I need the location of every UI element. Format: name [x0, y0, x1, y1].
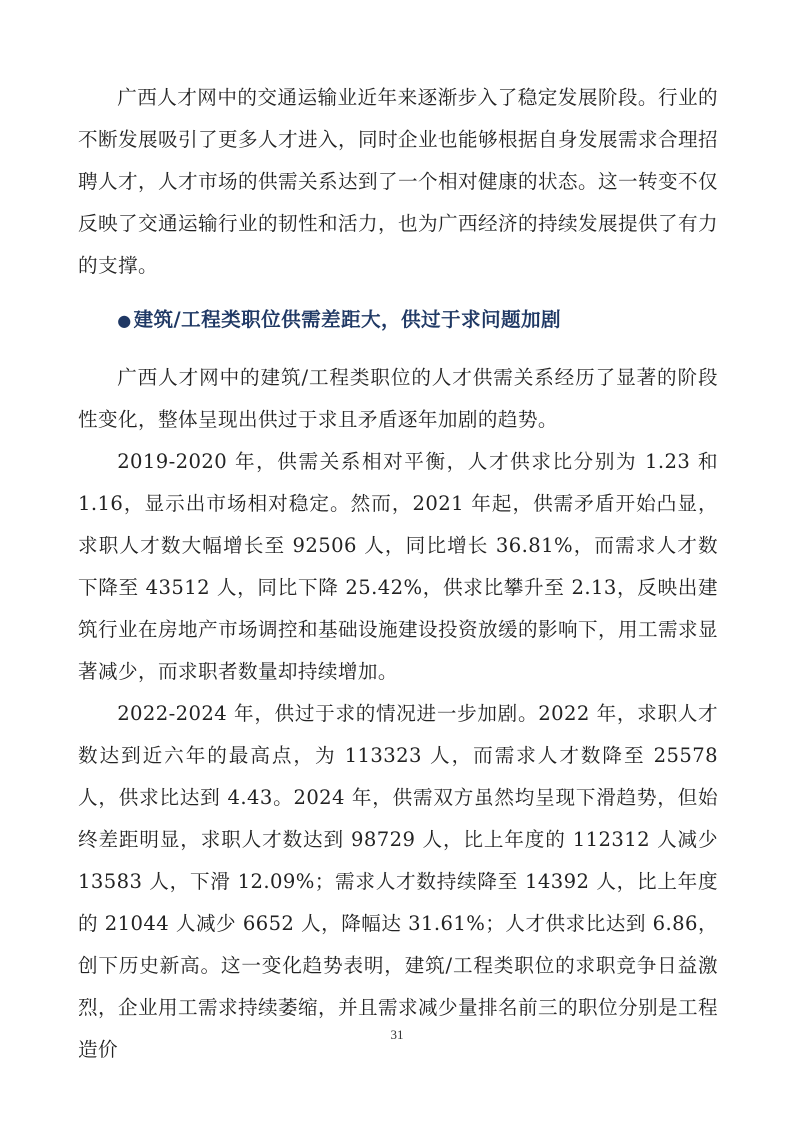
section-heading [78, 299, 718, 357]
paragraph-2019-2021: 2019-2020 年，供需关系相对平衡，人才供求比分别为 1.23 和 1.16，显示出市场相对稳定。然而，2021 年起，供需矛盾开始凸显，求职人才数大幅增长至 92506 人，同比增长 36.81%，而需求人才数下降至 43512 人，同比下降 25.42%，供求比攀升至 2.13，反映出建筑行业在房地产市场调控和基础设施建设投资放缓的影响下，用工需求显著减少，而求职者数量却持续增加。 [78, 450, 718, 683]
paragraph-transport-summary: 广西人才网中的交通运输业近年来逐渐步入了稳定发展阶段。行业的不断发展吸引了更多人才进入，同时企业也能够根据自身发展需求合理招聘人才，人才市场的供需关系达到了一个相对健康的状态。这一转变不仅反映了交通运输行业的韧性和活力，也为广西经济的持续发展提供了有力的支撑。 [78, 86, 718, 277]
page-number: 31 [390, 1027, 404, 1042]
page-body [78, 77, 718, 1071]
section-heading-text: 建筑/工程类职位供需差距大，供过于求问题加剧 [133, 308, 561, 331]
spacer [78, 287, 718, 299]
paragraph-2022-2024: 2022-2024 年，供过于求的情况进一步加剧。2022 年，求职人才数达到近六年的最高点，为 113323 人，而需求人才数降至 25578 人，供求比达到 4.43。2024 年，供需双方虽然均呈现下滑趋势，但始终差距明显，求职人才数达到 98729 人，比上年度的 112312 人减少 13583 人，下滑 12.09%；需求人才数持续降至 14392 人，比上年度的 21044 人减少 6652 人，降幅达 31.61%；人才供求比达到 6.86，创下历史新高。这一变化趋势表明，建筑/工程类职位的求职竞争日益激烈，企业用工需求持续萎缩，并且需求减少量排名前三的职位分别是工程造价 [78, 702, 718, 1061]
bullet-icon: ● [117, 311, 132, 330]
paragraph-construction-overview: 广西人才网中的建筑/工程类职位的人才供需关系经历了显著的阶段性变化，整体呈现出供过于求且矛盾逐年加剧的趋势。 [78, 366, 718, 431]
